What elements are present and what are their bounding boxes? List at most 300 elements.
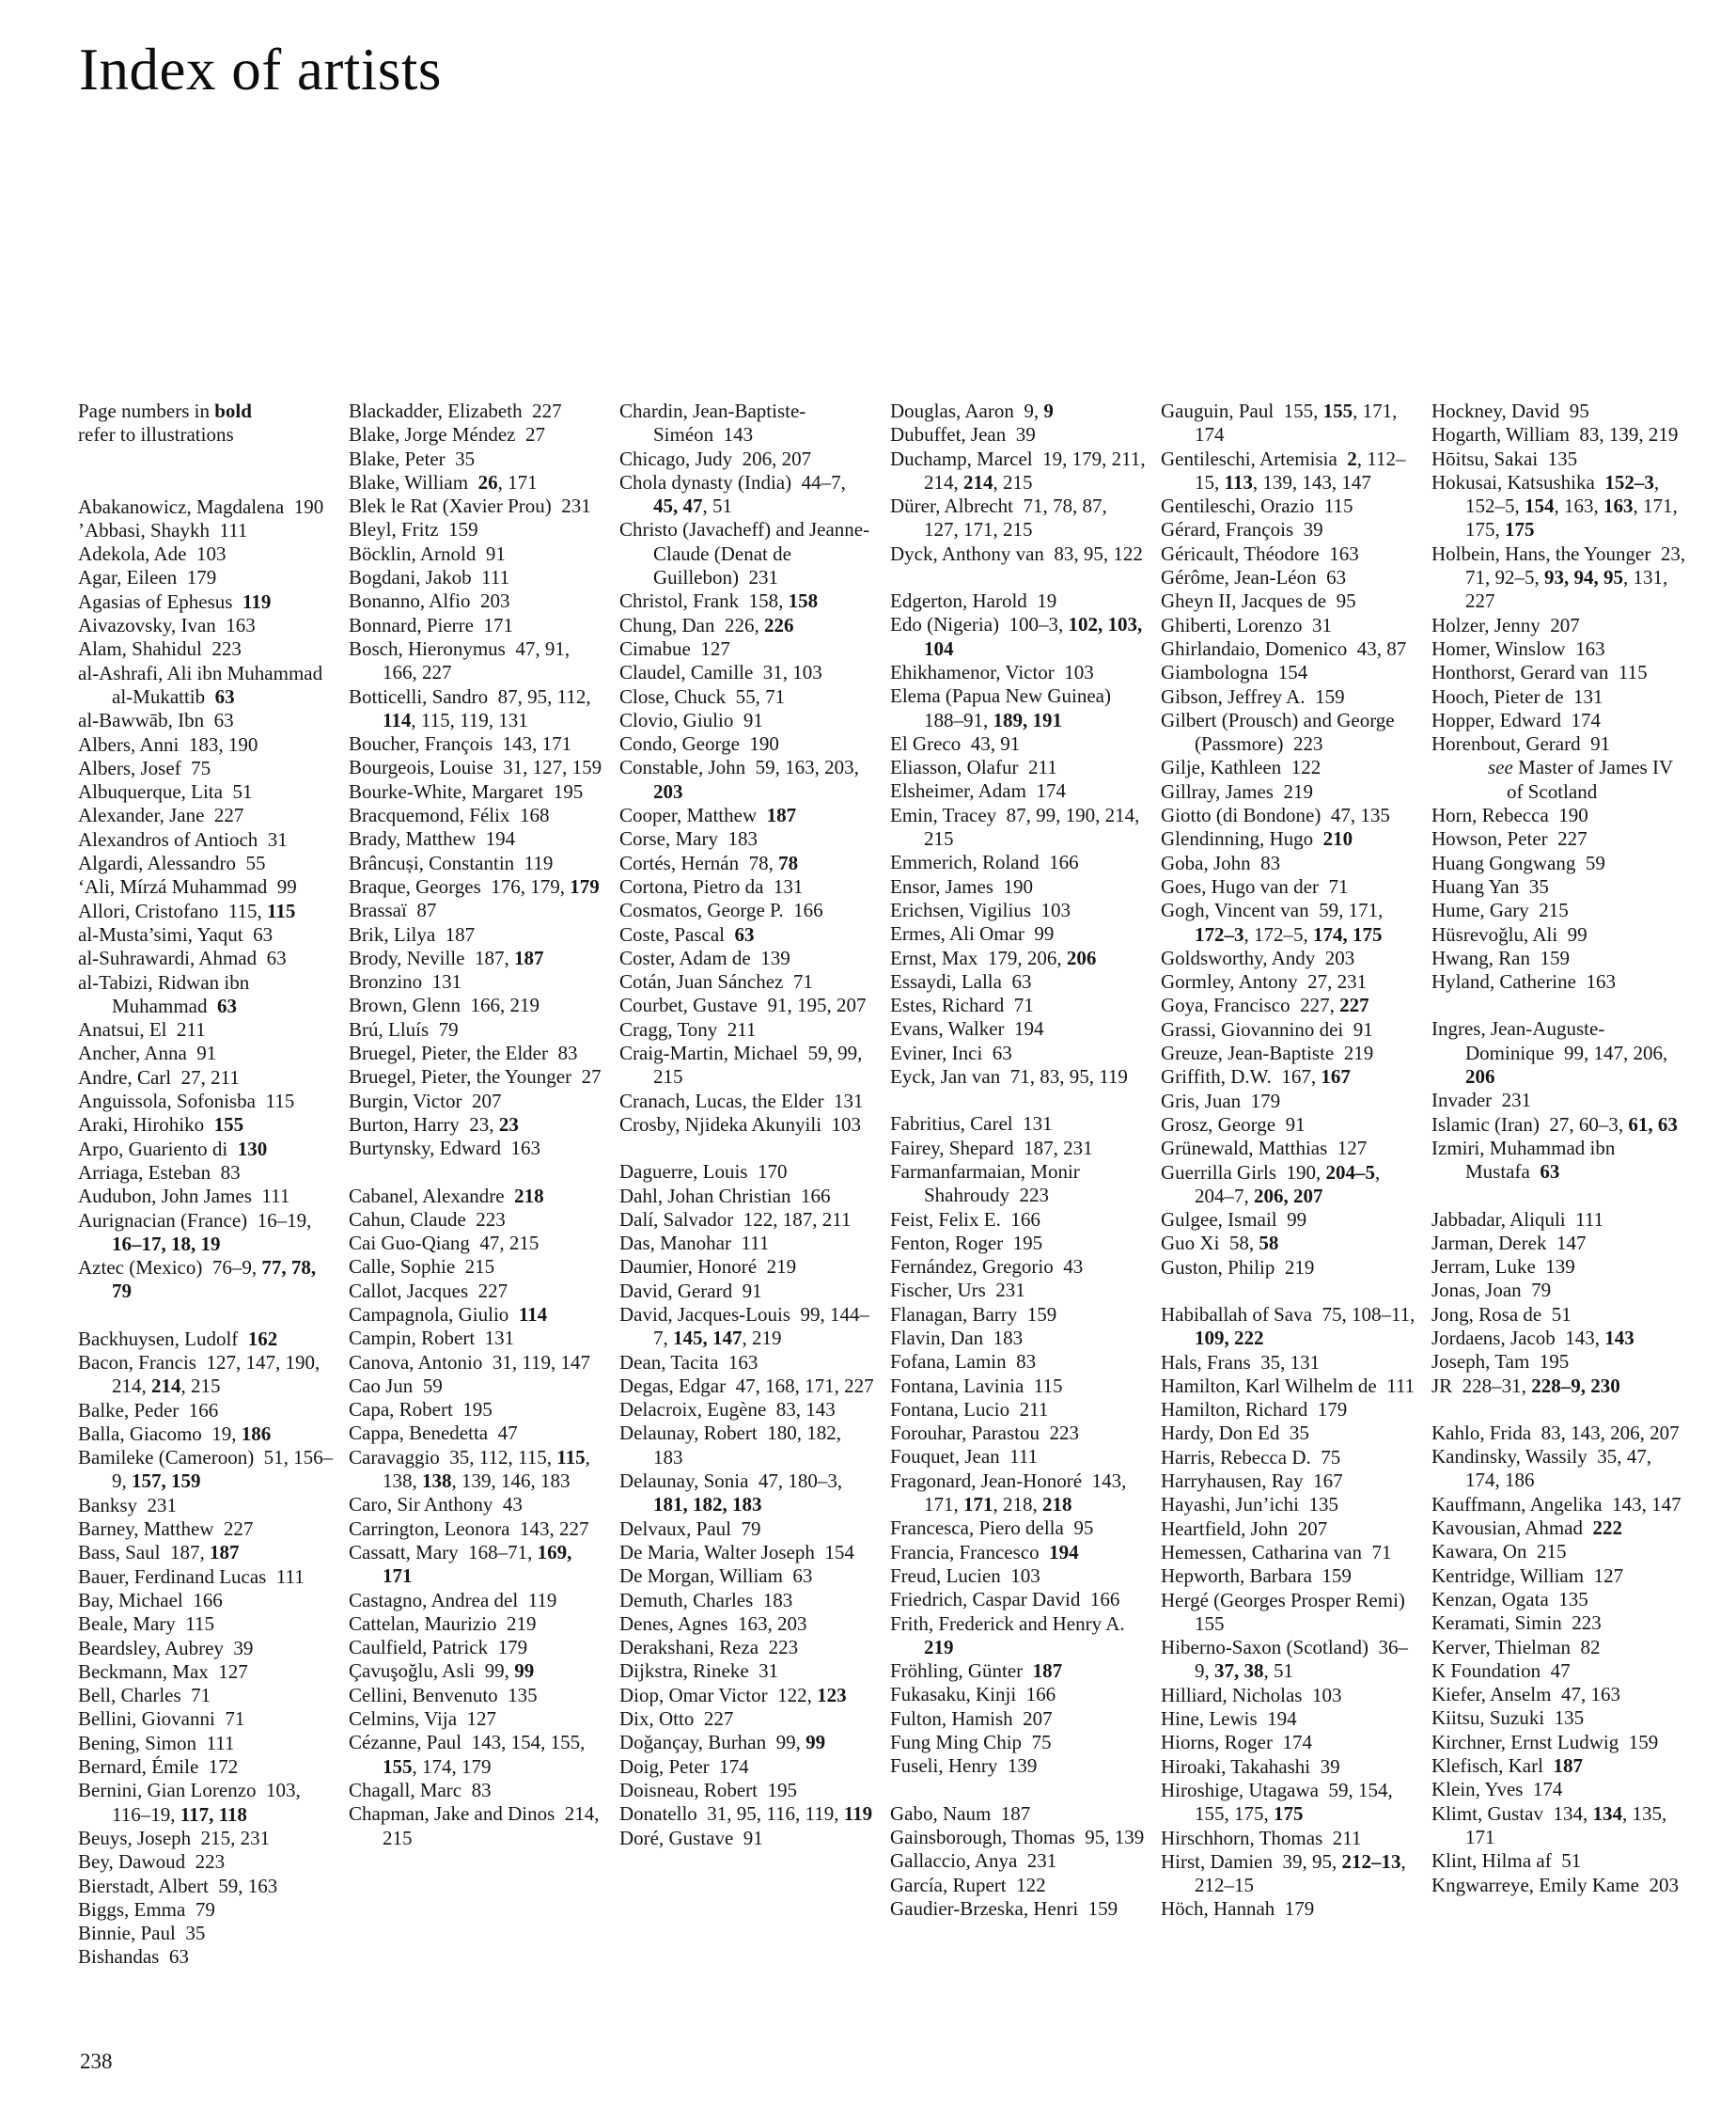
index-entry: Bierstadt, Albert 59, 163 <box>78 1874 278 1897</box>
index-entry: Bleyl, Fritz 159 <box>349 518 478 542</box>
index-entry: Ernst, Max 179, 206, 206 <box>890 946 1097 969</box>
index-entry: Goya, Francisco 227, 227 <box>1161 994 1369 1017</box>
alphabet-group <box>349 1185 604 1850</box>
index-entry: Burgin, Victor 207 <box>349 1089 502 1112</box>
index-entry: Feist, Felix E. 166 <box>890 1207 1040 1231</box>
index-entry: Gillray, James 219 <box>1161 779 1313 803</box>
index-entry: Daguerre, Louis 170 <box>619 1160 788 1184</box>
index-entry: Bracquemond, Félix 168 <box>349 804 550 827</box>
index-entry: Bauer, Ferdinand Lucas 111 <box>78 1564 305 1588</box>
index-entry: Capa, Robert 195 <box>349 1398 493 1422</box>
index-entry: Doré, Gustave 91 <box>619 1826 763 1849</box>
index-entry: Bruegel, Pieter, the Elder 83 <box>349 1042 578 1065</box>
index-entry: Kngwarreye, Emily Kame 203 <box>1431 1873 1680 1896</box>
index-column-3 <box>619 400 875 1874</box>
index-entry: Hirschhorn, Thomas 211 <box>1161 1826 1362 1849</box>
index-entry: al-Ashrafi, Ali ibn Muhammad al-Mukattib 63 <box>78 661 323 708</box>
index-entry: Eliasson, Olafur 211 <box>890 756 1057 779</box>
index-entry: Jerram, Luke 139 <box>1431 1255 1575 1279</box>
index-column-5 <box>1161 400 1416 1945</box>
index-entry: Hokusai, Katsushika 152–3, 152–5, 154, 163, 163, 171, 175, 175 <box>1431 470 1678 542</box>
index-entry: Kahlo, Frida 83, 143, 206, 207 <box>1431 1421 1680 1444</box>
index-entry: Canova, Antonio 31, 119, 147 <box>349 1350 591 1374</box>
alphabet-group <box>890 1112 1146 1778</box>
index-entry: Fouquet, Jean 111 <box>890 1445 1039 1469</box>
alphabet-group <box>78 1328 334 1970</box>
index-entry: Alexander, Jane 227 <box>78 804 244 827</box>
index-entry: Beckmann, Max 127 <box>78 1659 248 1683</box>
index-entry: Carrington, Leonora 143, 227 <box>349 1516 589 1540</box>
index-entry: Chicago, Judy 206, 207 <box>619 447 812 470</box>
index-entry: al-Bawwāb, Ibn 63 <box>78 709 234 732</box>
index-entry: Gaudier-Brzeska, Henri 159 <box>890 1896 1118 1920</box>
index-entry: al-Tabizi, Ridwan ibn Muhammad 63 <box>78 970 250 1017</box>
index-entry: Bishandas 63 <box>78 1945 189 1969</box>
index-entry: Hals, Frans 35, 131 <box>1161 1350 1321 1374</box>
index-entry: Biggs, Emma 79 <box>78 1897 215 1921</box>
index-entry: Adekola, Ade 103 <box>78 542 227 566</box>
index-entry: Campin, Robert 131 <box>349 1327 515 1350</box>
index-entry: Cortés, Hernán 78, 78 <box>619 851 799 874</box>
index-entry: Bruegel, Pieter, the Younger 27 <box>349 1065 602 1089</box>
index-entry: Holzer, Jenny 207 <box>1431 613 1580 636</box>
index-entry: Fabritius, Carel 131 <box>890 1112 1053 1136</box>
index-entry: Hayashi, Jun’ichi 135 <box>1161 1493 1338 1516</box>
index-entry: Cimabue 127 <box>619 636 730 660</box>
alphabet-group <box>1161 400 1416 1280</box>
index-entry: Boucher, François 143, 171 <box>349 732 572 756</box>
index-entry: Fernández, Gregorio 43 <box>890 1255 1084 1279</box>
index-entry: Hine, Lewis 194 <box>1161 1707 1297 1731</box>
index-entry: Cotán, Juan Sánchez 71 <box>619 970 813 994</box>
index-entry: Albers, Anni 183, 190 <box>78 732 258 756</box>
index-entry: Brik, Lilya 187 <box>349 922 476 946</box>
index-entry: Delvaux, Paul 79 <box>619 1516 761 1540</box>
index-entry: Aurignacian (France) 16–19, 16–17, 18, 19 <box>78 1208 312 1255</box>
index-entry: Caravaggio 35, 112, 115, 115, 138, 138, 139, 146, 183 <box>349 1445 590 1493</box>
index-entry: Hume, Gary 215 <box>1431 899 1569 922</box>
index-entry: Forouhar, Parastou 223 <box>890 1422 1079 1445</box>
index-entry: Cahun, Claude 223 <box>349 1207 506 1231</box>
index-entry: Hilliard, Nicholas 103 <box>1161 1683 1342 1706</box>
index-entry: Brú, Lluís 79 <box>349 1017 459 1041</box>
index-entry: Eyck, Jan van 71, 83, 95, 119 <box>890 1065 1128 1089</box>
index-entry: JR 228–31, 228–9, 230 <box>1431 1374 1620 1397</box>
index-entry: Denes, Agnes 163, 203 <box>619 1611 807 1635</box>
index-entry: Brassaï 87 <box>349 899 437 922</box>
index-entry: Edgerton, Harold 19 <box>890 589 1057 613</box>
index-entry: Gallaccio, Anya 231 <box>890 1849 1057 1873</box>
index-entry: Braque, Georges 176, 179, 179 <box>349 874 600 898</box>
index-entry: K Foundation 47 <box>1431 1658 1571 1682</box>
index-entry: Hirst, Damien 39, 95, 212–13, 212–15 <box>1161 1849 1406 1897</box>
index-entry: Hiorns, Roger 174 <box>1161 1731 1312 1754</box>
index-entry: Blake, William 26, 171 <box>349 470 538 494</box>
index-entry: Kiitsu, Suzuki 135 <box>1431 1706 1585 1730</box>
index-entry: Frith, Frederick and Henry A. 219 <box>890 1611 1135 1658</box>
index-entry: García, Rupert 122 <box>890 1873 1046 1896</box>
index-entry: Griffith, D.W. 167, 167 <box>1161 1065 1351 1089</box>
index-entry: Höch, Hannah 179 <box>1161 1897 1315 1921</box>
index-entry: Albers, Josef 75 <box>78 756 211 779</box>
index-entry: Duchamp, Marcel 19, 179, 211, 214, 214, 215 <box>890 447 1146 494</box>
index-entry: Kerver, Thielman 82 <box>1431 1635 1601 1658</box>
index-entry: Doig, Peter 174 <box>619 1754 749 1778</box>
index-entry: Joseph, Tam 195 <box>1431 1350 1570 1374</box>
index-entry: Backhuysen, Ludolf 162 <box>78 1327 278 1350</box>
index-entry: Huang Yan 35 <box>1431 874 1549 898</box>
index-column-6 <box>1431 400 1687 1921</box>
index-entry: David, Gerard 91 <box>619 1279 762 1302</box>
index-entry: Fung Ming Chip 75 <box>890 1731 1052 1754</box>
index-entry: Bonnard, Pierre 171 <box>349 613 513 636</box>
index-entry: Cassatt, Mary 168–71, 169, 171 <box>349 1540 572 1588</box>
index-entry: Chagall, Marc 83 <box>349 1778 492 1801</box>
index-entry: Gris, Juan 179 <box>1161 1089 1281 1112</box>
index-entry: Grosz, George 91 <box>1161 1112 1306 1136</box>
index-entry: Grassi, Giovannino dei 91 <box>1161 1017 1373 1041</box>
index-entry: al-Musta’simi, Yaqut 63 <box>78 922 274 946</box>
page-title: Index of artists <box>79 37 442 102</box>
index-entry: Bogdani, Jakob 111 <box>349 566 510 589</box>
index-entry: Gainsborough, Thomas 95, 139 <box>890 1825 1145 1848</box>
alphabet-group <box>1431 1422 1687 1897</box>
index-entry: Hiroaki, Takahashi 39 <box>1161 1754 1340 1778</box>
index-entry: Callot, Jacques 227 <box>349 1279 508 1302</box>
index-entry: Jabbadar, Aliquli 111 <box>1431 1207 1604 1231</box>
index-entry: Hepworth, Barbara 159 <box>1161 1564 1352 1588</box>
index-entry: Gormley, Antony 27, 231 <box>1161 970 1368 994</box>
index-entry: Homer, Winslow 163 <box>1431 636 1605 660</box>
index-entry: Cézanne, Paul 143, 154, 155, 155, 174, 179 <box>349 1731 586 1778</box>
index-entry: Agasias of Ephesus 119 <box>78 589 272 613</box>
alphabet-group <box>619 400 875 1137</box>
index-entry: ‘Ali, Mírzá Muhammad 99 <box>78 875 297 899</box>
index-entry: Bellini, Giovanni 71 <box>78 1707 245 1731</box>
index-entry: Hyland, Catherine 163 <box>1431 970 1616 994</box>
index-entry: Elsheimer, Adam 174 <box>890 779 1066 803</box>
index-entry: Degas, Edgar 47, 168, 171, 227 <box>619 1374 874 1397</box>
index-entry: al-Suhrawardi, Ahmad 63 <box>78 947 287 970</box>
index-entry: Arriaga, Esteban 83 <box>78 1160 241 1184</box>
index-entry: Ermes, Ali Omar 99 <box>890 922 1055 946</box>
index-entry: Grünewald, Matthias 127 <box>1161 1137 1368 1160</box>
index-entry: Balke, Peder 166 <box>78 1398 219 1422</box>
index-entry: Chapman, Jake and Dinos 214, 215 <box>349 1802 600 1849</box>
index-entry: Brady, Matthew 194 <box>349 827 516 851</box>
index-entry: Alam, Shahidul 223 <box>78 637 242 661</box>
note-line: refer to illustrations <box>78 423 234 447</box>
index-entry: Cao Jun 59 <box>349 1374 443 1397</box>
index-entry: Brâncuși, Constantin 119 <box>349 851 554 874</box>
alphabet-group <box>1161 1303 1416 1922</box>
index-entry: Courbet, Gustave 91, 195, 207 <box>619 994 867 1017</box>
index-entry: Kentridge, William 127 <box>1431 1563 1624 1587</box>
index-entry: Fulton, Hamish 207 <box>890 1706 1053 1730</box>
index-entry: Condo, George 190 <box>619 732 779 756</box>
index-entry: Cappa, Benedetta 47 <box>349 1422 518 1445</box>
index-entry: Freud, Lucien 103 <box>890 1563 1040 1587</box>
index-entry: Flavin, Dan 183 <box>890 1326 1024 1349</box>
index-entry: Blek le Rat (Xavier Prou) 231 <box>349 495 591 518</box>
index-entry: Dean, Tacita 163 <box>619 1350 759 1374</box>
index-entry: Gilje, Kathleen 122 <box>1161 756 1322 779</box>
index-entry: Huang Gongwang 59 <box>1431 851 1605 874</box>
index-entry: Hiroshige, Utagawa 59, 154, 155, 175, 175 <box>1161 1778 1393 1826</box>
index-entry: Bacon, Francis 127, 147, 190, 214, 214, 215 <box>78 1350 321 1398</box>
index-entry: Diop, Omar Victor 122, 123 <box>619 1683 847 1706</box>
index-entry: Coste, Pascal 63 <box>619 922 755 946</box>
index-entry: De Morgan, William 63 <box>619 1564 813 1588</box>
index-entry: Estes, Richard 71 <box>890 994 1034 1017</box>
index-entry: Hooch, Pieter de 131 <box>1431 684 1603 708</box>
index-entry: Albuquerque, Lita 51 <box>78 780 253 804</box>
index-entry: Jordaens, Jacob 143, 143 <box>1431 1326 1634 1349</box>
index-entry: Burton, Harry 23, 23 <box>349 1112 519 1136</box>
index-entry: Çavuşoğlu, Asli 99, 99 <box>349 1659 535 1683</box>
index-entry: Kandinsky, Wassily 35, 47, 174, 186 <box>1431 1445 1651 1492</box>
cross-reference: see Master of James IV of Scotland <box>1488 756 1673 803</box>
index-entry: Cragg, Tony 211 <box>619 1017 757 1041</box>
index-entry: Anatsui, El 211 <box>78 1018 206 1042</box>
index-entry: Coster, Adam de 139 <box>619 946 790 969</box>
index-entry: Géricault, Théodore 163 <box>1161 542 1359 565</box>
index-entry: Fuseli, Henry 139 <box>890 1754 1038 1778</box>
index-entry: Dix, Otto 227 <box>619 1707 734 1731</box>
index-entry: Chung, Dan 226, 226 <box>619 613 794 636</box>
index-entry: Doisneau, Robert 195 <box>619 1778 797 1801</box>
index-entry: Bamileke (Cameroon) 51, 156–9, 157, 159 <box>78 1446 334 1493</box>
index-entry: Emin, Tracey 87, 99, 190, 214, 215 <box>890 803 1140 851</box>
index-entry: Chardin, Jean-Baptiste-Siméon 143 <box>619 400 806 447</box>
index-entry: Goba, John 83 <box>1161 851 1281 874</box>
index-entry: Bey, Dawoud 223 <box>78 1850 226 1874</box>
index-entry: Delacroix, Eugène 83, 143 <box>619 1398 836 1422</box>
index-entry: Derakshani, Reza 223 <box>619 1636 799 1659</box>
index-entry: Howson, Peter 227 <box>1431 827 1587 851</box>
index-entry: Gentileschi, Artemisia 2, 112–15, 113, 139, 143, 147 <box>1161 447 1406 494</box>
index-entry: Hōitsu, Sakai 135 <box>1431 447 1578 470</box>
index-entry: Jong, Rosa de 51 <box>1431 1302 1572 1326</box>
index-entry: Claudel, Camille 31, 103 <box>619 661 822 684</box>
index-entry: Delaunay, Sonia 47, 180–3, 181, 182, 183 <box>619 1469 843 1516</box>
index-entry: Douglas, Aaron 9, 9 <box>890 400 1054 422</box>
index-entry: Greuze, Jean-Baptiste 219 <box>1161 1042 1374 1065</box>
index-entry: Fenton, Roger 195 <box>890 1231 1043 1254</box>
index-entry: Kiefer, Anselm 47, 163 <box>1431 1683 1620 1706</box>
index-entry: Gilbert (Prousch) and George (Passmore) 223 <box>1161 708 1395 756</box>
page-number: 238 <box>80 2050 113 2073</box>
index-entry: Caro, Sir Anthony 43 <box>349 1493 523 1516</box>
alphabet-group <box>78 495 334 1304</box>
index-entry: Daumier, Honoré 219 <box>619 1255 797 1279</box>
index-entry: Dyck, Anthony van 83, 95, 122 <box>890 542 1143 565</box>
index-entry: Andre, Carl 27, 211 <box>78 1065 240 1089</box>
index-entry: Ancher, Anna 91 <box>78 1042 217 1065</box>
index-entry: Bourgeois, Louise 31, 127, 159 <box>349 756 602 779</box>
index-entry: Castagno, Andrea del 119 <box>349 1588 557 1611</box>
index-entry: Hamilton, Richard 179 <box>1161 1398 1348 1422</box>
index-entry: Anguissola, Sofonisba 115 <box>78 1090 295 1113</box>
index-entry: Celmins, Vija 127 <box>349 1707 497 1731</box>
index-entry: Harris, Rebecca D. 75 <box>1161 1445 1341 1469</box>
index-entry: Keramati, Simin 223 <box>1431 1611 1602 1635</box>
index-entry: Gauguin, Paul 155, 155, 171, 174 <box>1161 400 1398 447</box>
index-entry: Invader 231 <box>1431 1089 1532 1112</box>
index-entry: Beale, Mary 115 <box>78 1612 215 1636</box>
index-entry: Guston, Philip 219 <box>1161 1255 1315 1279</box>
index-entry: Holbein, Hans, the Younger 23, 71, 92–5, 93, 94, 95, 131, 227 <box>1431 542 1686 613</box>
index-entry: Klein, Yves 174 <box>1431 1778 1563 1801</box>
index-entry: Gérard, François 39 <box>1161 518 1323 542</box>
index-entry: Araki, Hirohiko 155 <box>78 1113 244 1137</box>
index-entry: Bay, Michael 166 <box>78 1588 223 1611</box>
index-entry: Fragonard, Jean-Honoré 143, 171, 171, 218, 218 <box>890 1469 1127 1516</box>
index-entry: Ensor, James 190 <box>890 874 1033 898</box>
index-entry: Gentileschi, Orazio 115 <box>1161 495 1353 518</box>
index-entry: Cellini, Benvenuto 135 <box>349 1683 538 1706</box>
index-entry: Dahl, Johan Christian 166 <box>619 1184 831 1207</box>
index-entry: Bernard, Émile 172 <box>78 1755 239 1779</box>
index-entry: Cranach, Lucas, the Elder 131 <box>619 1089 864 1112</box>
index-entry: Kenzan, Ogata 135 <box>1431 1587 1588 1610</box>
alphabet-group <box>1431 1017 1687 1184</box>
index-entry: Hiberno-Saxon (Scotland) 36–9, 37, 38, 51 <box>1161 1636 1409 1683</box>
index-entry: Kawara, On 215 <box>1431 1540 1567 1563</box>
index-entry: Algardi, Alessandro 55 <box>78 852 266 875</box>
index-entry: Botticelli, Sandro 87, 95, 112, 114, 115, 119, 131 <box>349 684 591 731</box>
index-entry: Guo Xi 58, 58 <box>1161 1232 1279 1255</box>
index-entry: Harryhausen, Ray 167 <box>1161 1469 1343 1493</box>
index-entry: Ghiberti, Lorenzo 31 <box>1161 613 1332 636</box>
index-entry: Hwang, Ran 159 <box>1431 946 1570 969</box>
index-entry: Dijkstra, Rineke 31 <box>619 1659 779 1683</box>
index-entry: Bernini, Gian Lorenzo 103, 116–19, 117, 118 <box>78 1779 301 1826</box>
index-entry: Hardy, Don Ed 35 <box>1161 1422 1309 1445</box>
index-entry: Kavousian, Ahmad 222 <box>1431 1516 1622 1540</box>
index-entry: Dalí, Salvador 122, 187, 211 <box>619 1207 852 1231</box>
index-entry: Demuth, Charles 183 <box>619 1588 793 1611</box>
index-entry: Abakanowicz, Magdalena 190 <box>78 495 324 518</box>
index-entry: Fontana, Lucio 211 <box>890 1397 1049 1421</box>
index-entry: Allori, Cristofano 115, 115 <box>78 899 296 922</box>
index-entry: Christo (Javacheff) and Jeanne-Claude (Denat de Guillebon) 231 <box>619 518 870 589</box>
index-entry: Barney, Matthew 227 <box>78 1517 254 1541</box>
index-entry: Bass, Saul 187, 187 <box>78 1541 240 1564</box>
index-entry: Bening, Simon 111 <box>78 1731 235 1754</box>
alphabet-group <box>890 1802 1146 1921</box>
index-entry: Crosby, Njideka Akunyili 103 <box>619 1112 862 1136</box>
index-entry: Dubuffet, Jean 39 <box>890 423 1036 447</box>
index-entry: El Greco 43, 91 <box>890 731 1021 755</box>
index-entry: Gheyn II, Jacques de 95 <box>1161 589 1356 613</box>
index-entry: Goes, Hugo van der 71 <box>1161 874 1349 898</box>
index-entry: Beardsley, Aubrey 39 <box>78 1636 254 1659</box>
index-entry: Constable, John 59, 163, 203, 203 <box>619 756 859 803</box>
index-entry: Cabanel, Alexandre 218 <box>349 1184 544 1207</box>
index-entry: Blackadder, Elizabeth 227 <box>349 400 562 422</box>
index-entry: Elema (Papua New Guinea) 188–91, 189, 191 <box>890 684 1121 731</box>
index-entry: Audubon, John James 111 <box>78 1185 290 1208</box>
index-entry: Farmanfarmaian, Monir Shahroudy 223 <box>890 1159 1080 1207</box>
index-entry: Bonanno, Alfio 203 <box>349 589 510 613</box>
index-entry: Blake, Jorge Méndez 27 <box>349 423 545 447</box>
index-entry: Aztec (Mexico) 76–9, 77, 78, 79 <box>78 1256 317 1303</box>
index-entry: De Maria, Walter Joseph 154 <box>619 1540 854 1563</box>
index-entry: Gulgee, Ismail 99 <box>1161 1208 1307 1232</box>
index-entry: Fröhling, Günter 187 <box>890 1659 1063 1683</box>
index-entry: Fontana, Lavinia 115 <box>890 1374 1063 1397</box>
index-entry: Bourke-White, Margaret 195 <box>349 779 584 803</box>
index-entry: Ehikhamenor, Victor 103 <box>890 660 1094 683</box>
index-entry: Erichsen, Vigilius 103 <box>890 898 1071 921</box>
alphabet-group <box>349 400 604 1161</box>
index-entry: Delaunay, Robert 180, 182, 183 <box>619 1422 842 1469</box>
index-entry: ’Abbasi, Shaykh 111 <box>78 518 248 542</box>
index-entry: Calle, Sophie 215 <box>349 1255 495 1279</box>
index-entry: Kauffmann, Angelika 143, 147 <box>1431 1492 1681 1516</box>
index-entry: Gogh, Vincent van 59, 171, 172–3, 172–5, 174, 175 <box>1161 899 1384 946</box>
index-entry: Clovio, Giulio 91 <box>619 708 763 731</box>
index-column-2 <box>349 400 604 1874</box>
index-entry: Hogarth, William 83, 139, 219 <box>1431 423 1679 447</box>
index-entry: Horenbout, Gerard 91 see Master of James IV of Scotland <box>1431 732 1687 804</box>
index-entry: Cai Guo-Qiang 47, 215 <box>349 1232 540 1255</box>
index-entry: Bosch, Hieronymus 47, 91, 166, 227 <box>349 636 571 684</box>
index-entry: Brody, Neville 187, 187 <box>349 946 544 969</box>
index-entry: Hüsrevoğlu, Ali 99 <box>1431 922 1587 946</box>
index-entry: Alexandros of Antioch 31 <box>78 827 288 851</box>
index-entry: Klint, Hilma af 51 <box>1431 1849 1582 1873</box>
index-entry: Close, Chuck 55, 71 <box>619 684 786 708</box>
index-entry: Klimt, Gustav 134, 134, 135, 171 <box>1431 1801 1667 1848</box>
index-entry: Binnie, Paul 35 <box>78 1922 206 1945</box>
index-entry: Fairey, Shepard 187, 231 <box>890 1136 1093 1159</box>
index-entry: Fischer, Urs 231 <box>890 1279 1025 1302</box>
index-entry: Beuys, Joseph 215, 231 <box>78 1826 271 1849</box>
index-entry: Cooper, Matthew 187 <box>619 804 797 827</box>
index-entry: Friedrich, Caspar David 166 <box>890 1588 1120 1611</box>
index-entry: Giambologna 154 <box>1161 661 1308 684</box>
index-entry: Burtynsky, Edward 163 <box>349 1137 540 1160</box>
alphabet-group <box>1431 400 1687 994</box>
index-entry: Gibson, Jeffrey A. 159 <box>1161 684 1345 708</box>
index-entry: Campagnola, Giulio 114 <box>349 1302 548 1326</box>
index-entry: Doğançay, Burhan 99, 99 <box>619 1731 826 1754</box>
index-entry: Ghirlandaio, Domenico 43, 87 <box>1161 636 1407 660</box>
index-entry: Ingres, Jean-Auguste-Dominique 99, 147, 206, 206 <box>1431 1017 1668 1089</box>
index-entry: Chola dynasty (India) 44–7, 45, 47, 51 <box>619 470 846 518</box>
index-entry: Islamic (Iran) 27, 60–3, 61, 63 <box>1431 1112 1678 1136</box>
index-entry: Agar, Eileen 179 <box>78 566 217 589</box>
index-entry: David, Jacques-Louis 99, 144–7, 145, 147, 219 <box>619 1302 869 1350</box>
alphabet-group <box>619 1160 875 1850</box>
index-entry: Cattelan, Maurizio 219 <box>349 1611 537 1635</box>
alphabet-group <box>1431 1208 1687 1398</box>
index-entry: Christol, Frank 158, 158 <box>619 589 819 613</box>
index-entry: Izmiri, Muhammad ibn Mustafa 63 <box>1431 1136 1616 1184</box>
index-entry: Balla, Giacomo 19, 186 <box>78 1422 272 1445</box>
note-line: Page numbers in bold <box>78 400 252 422</box>
index-entry: Corse, Mary 183 <box>619 827 758 851</box>
index-entry: Guerrilla Girls 190, 204–5, 204–7, 206, 207 <box>1161 1160 1381 1207</box>
index-entry: Jonas, Joan 79 <box>1431 1279 1552 1302</box>
index-entry: Hopper, Edward 174 <box>1431 708 1601 731</box>
index-entry: Klefisch, Karl 187 <box>1431 1754 1583 1778</box>
index-entry: Heartfield, John 207 <box>1161 1516 1328 1540</box>
index-entry: Hemessen, Catharina van 71 <box>1161 1540 1392 1563</box>
index-entry: Evans, Walker 194 <box>890 1017 1044 1041</box>
